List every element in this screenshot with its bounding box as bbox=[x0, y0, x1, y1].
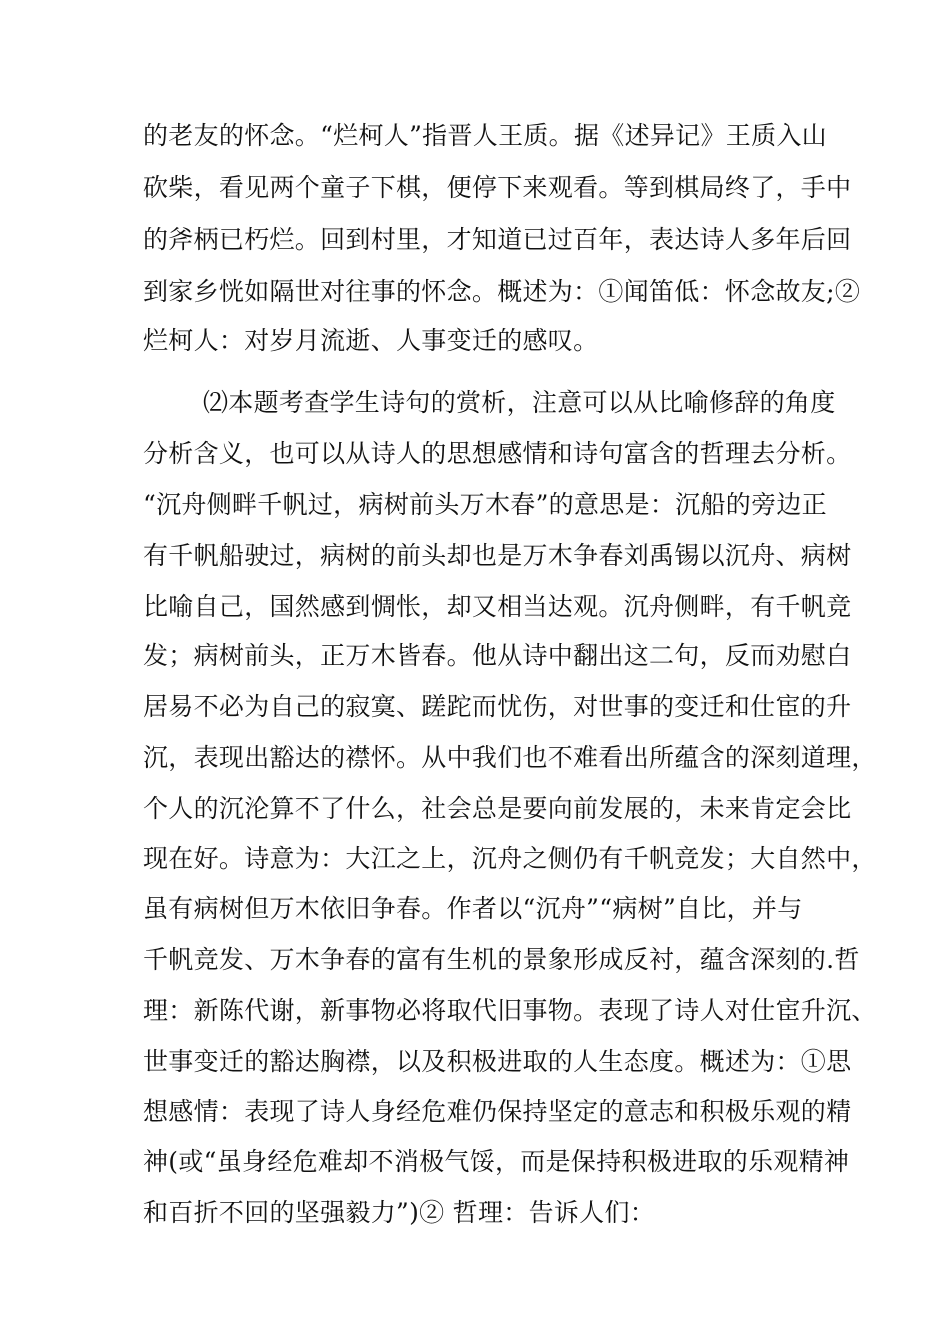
text-line: 发；病树前头，正万木皆春。他从诗中翻出这二句，反而劝慰白 bbox=[143, 641, 852, 670]
text-line: 到家乡恍如隔世对往事的怀念。概述为：①闻笛低：怀念故友;② bbox=[143, 277, 861, 306]
text-line: 沉，表现出豁达的襟怀。从中我们也不难看出所蕴含的深刻道理， bbox=[143, 743, 877, 772]
text-line: 居易不必为自己的寂寞、蹉跎而忧伤，对世事的变迁和仕宦的升 bbox=[143, 692, 852, 721]
text-line: 理：新陈代谢，新事物必将取代旧事物。表现了诗人对仕宦升沉、 bbox=[143, 996, 877, 1025]
text-line: 砍柴，看见两个童子下棋，便停下来观看。等到棋局终了，手中 bbox=[143, 173, 852, 202]
text-line: 的斧柄已朽烂。回到村里，才知道已过百年，表达诗人多年后回 bbox=[143, 225, 852, 254]
text-line: 比喻自己，国然感到惆怅，却又相当达观。沉舟侧畔，有千帆竞 bbox=[143, 592, 852, 621]
text-line: 的老友的怀念。“烂柯人”指晋人王质。据《述异记》王质入山 bbox=[143, 121, 827, 150]
text-line: ⑵本题考查学生诗句的赏析，注意可以从比喻修辞的角度 bbox=[203, 388, 836, 417]
text-line: 烂柯人：对岁月流逝、人事变迁的感叹。 bbox=[143, 326, 599, 355]
text-line: 虽有病树但万木依旧争春。作者以“沉舟”“病树”自比，并与 bbox=[143, 894, 803, 923]
text-line: 分析含义，也可以从诗人的思想感情和诗句富含的哲理去分析。 bbox=[143, 439, 852, 468]
text-line: 有千帆船驶过，病树的前头却也是万木争春刘禹锡以沉舟、病树 bbox=[143, 541, 852, 570]
text-line: 想感情：表现了诗人身经危难仍保持坚定的意志和积极乐观的精 bbox=[143, 1097, 852, 1126]
text-line: 现在好。诗意为：大江之上，沉舟之侧仍有千帆竞发；大自然中， bbox=[143, 844, 877, 873]
text-line: 千帆竞发、万木争春的富有生机的景象形成反衬，蕴含深刻的.哲 bbox=[143, 945, 860, 974]
text-line: 神(或“虽身经危难却不消极气馁，而是保持积极进取的乐观精神 bbox=[143, 1147, 850, 1176]
text-line: “沉舟侧畔千帆过，病树前头万木春”的意思是：沉船的旁边正 bbox=[143, 490, 827, 519]
text-line: 世事变迁的豁达胸襟，以及积极进取的人生态度。概述为：①思 bbox=[143, 1047, 852, 1076]
text-line: 和百折不回的坚强毅力”)② 哲理：告诉人们： bbox=[143, 1198, 656, 1227]
text-line: 个人的沉沦算不了什么，社会总是要向前发展的，未来肯定会比 bbox=[143, 794, 852, 823]
